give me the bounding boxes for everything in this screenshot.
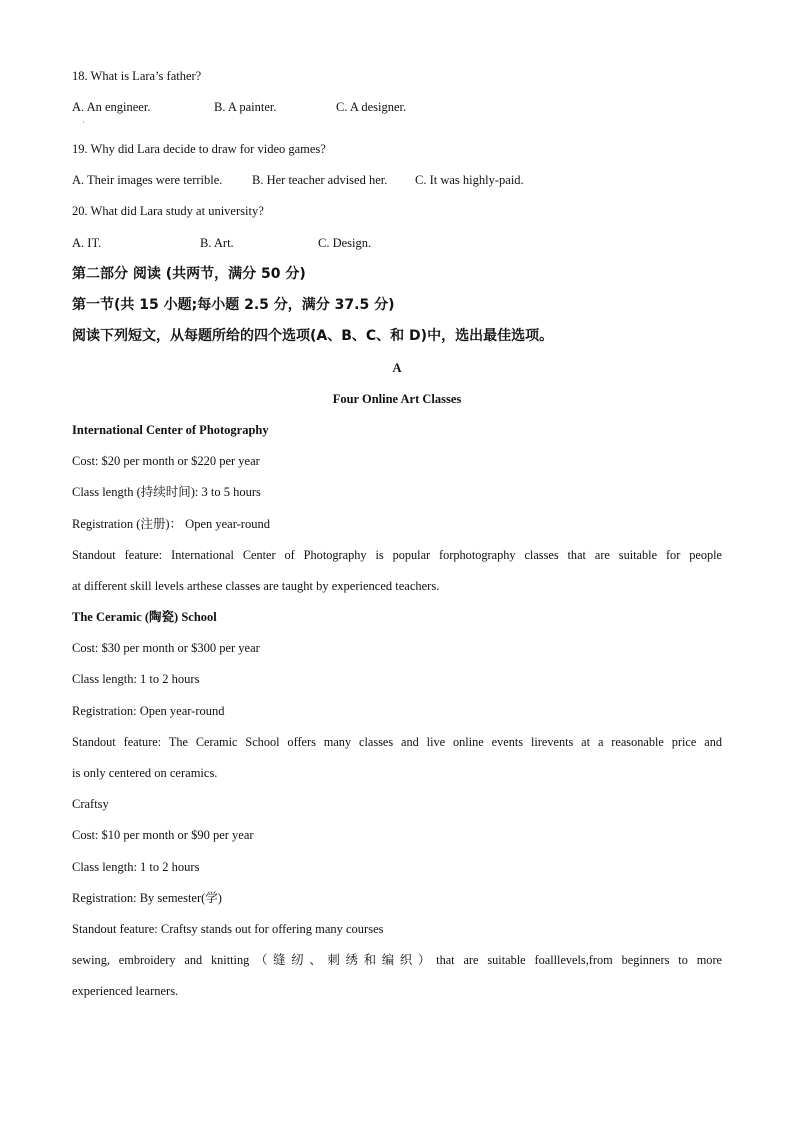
question-18-options: [72, 99, 572, 115]
class-feature-line: Standout feature: International Center of Photography is popular forphotography classes that are suitable for people: [72, 548, 722, 562]
class-cost: Cost: $20 per month or $220 per year: [72, 454, 260, 468]
question-20-option-c: C. Design.: [318, 236, 372, 250]
class-feature-line: Standout feature: Craftsy stands out for offering many courses: [72, 922, 384, 936]
instruction: 阅读下列短文，从每题所给的四个选项(A、B、C、和 D)中，选出最佳选项。: [72, 328, 554, 344]
part-heading: 第二部分 阅读 (共两节，满分 50 分): [72, 266, 306, 282]
class-length: Class length (持续时间): 3 to 5 hours: [72, 485, 261, 499]
question-18-stem: 18. What is Lara’s father?: [72, 69, 202, 83]
passage-title: Four Online Art Classes: [332, 392, 462, 406]
class-registration: Registration (注册)： Open year-round: [72, 517, 270, 531]
question-19-options: [72, 172, 672, 188]
class-name-craftsy: Craftsy: [72, 797, 109, 811]
question-20-options: [72, 235, 572, 251]
class-feature-line: at different skill levels arthese classes are taught by experienced teachers.: [72, 579, 440, 593]
question-19-stem: 19. Why did Lara decide to draw for video games?: [72, 142, 326, 156]
class-registration: Registration: By semester(学): [72, 891, 222, 905]
question-19-option-b: B. Her teacher advised her.: [252, 173, 388, 187]
class-cost: Cost: $10 per month or $90 per year: [72, 828, 254, 842]
class-length: Class length: 1 to 2 hours: [72, 860, 200, 874]
class-cost: Cost: $30 per month or $300 per year: [72, 641, 260, 655]
class-feature-line: is only centered on ceramics.: [72, 766, 218, 780]
class-length: Class length: 1 to 2 hours: [72, 672, 200, 686]
class-registration: Registration: Open year-round: [72, 704, 225, 718]
question-20-option-b: B. Art.: [200, 236, 234, 250]
class-name-ceramic: The Ceramic (陶瓷) School: [72, 610, 217, 624]
section-heading: 第一节(共 15 小题;每小题 2.5 分，满分 37.5 分): [72, 297, 395, 313]
question-20-stem: 20. What did Lara study at university?: [72, 204, 264, 218]
passage-letter: A: [392, 361, 402, 375]
question-18-option-c: C. A designer.: [336, 100, 407, 114]
class-feature-line: Standout feature: The Ceramic School offers many classes and live online events lirevents at a reasonable price and: [72, 735, 722, 749]
stray-mark: ·: [82, 118, 85, 127]
question-19-option-c: C. It was highly-paid.: [415, 173, 524, 187]
class-feature-line: sewing, embroidery and knitting（缝纫、刺绣和编织）that are suitable foalllevels,from beginners to more: [72, 953, 722, 967]
question-19-option-a: A. Their images were terrible.: [72, 173, 223, 187]
question-18-option-b: B. A painter.: [214, 100, 277, 114]
question-18-option-a: A. An engineer.: [72, 100, 151, 114]
class-name-photography: International Center of Photography: [72, 423, 269, 437]
question-20-option-a: A. IT.: [72, 236, 102, 250]
class-feature-line: experienced learners.: [72, 984, 179, 998]
